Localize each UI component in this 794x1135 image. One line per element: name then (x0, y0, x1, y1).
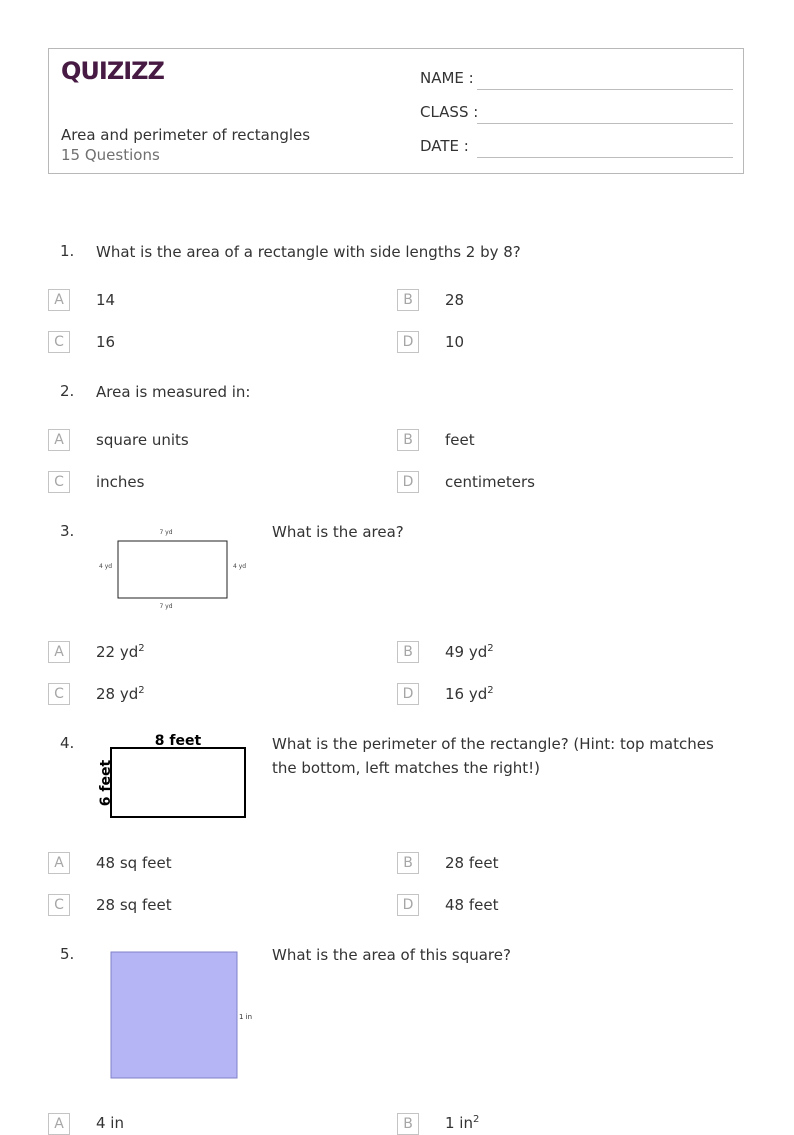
question-number: 1. (60, 242, 75, 260)
name-line[interactable] (477, 89, 733, 90)
question-text: What is the area? (272, 523, 404, 541)
square-shape (111, 952, 237, 1078)
option-text: inches (96, 473, 145, 491)
option-letter-c[interactable]: C (48, 471, 70, 493)
option-text: 28 sq feet (96, 896, 172, 914)
worksheet-title: Area and perimeter of rectangles (61, 126, 311, 144)
option-letter-d[interactable]: D (397, 683, 419, 705)
right-side-label: 4 yd (233, 563, 247, 570)
left-side-label: 6 feet (98, 759, 114, 807)
option-text: 22 $yd^2$ (96, 643, 145, 661)
rectangle-shape (111, 748, 245, 817)
right-side-label: 1 in (239, 1013, 253, 1021)
option-text: 16 $yd^2$ (445, 685, 494, 703)
question-number: 2. (60, 382, 75, 400)
option-letter-a[interactable]: A (48, 289, 70, 311)
question-text: What is the area of a rectangle with side lengths 2 by 8? (96, 243, 521, 261)
option-text: square units (96, 431, 189, 449)
question-text: What is the perimeter of the rectangle? (Hint: top matches the bottom, left matches the right!) (272, 735, 714, 777)
option-text: 16 (96, 333, 116, 351)
top-side-label: 8 feet (154, 733, 202, 749)
rectangle-shape (118, 541, 227, 598)
option-text: 28 feet (445, 854, 499, 872)
option-text: 28 $yd^2$ (96, 685, 145, 703)
option-letter-d[interactable]: D (397, 471, 419, 493)
option-text: 28 (445, 291, 465, 309)
option-text: 49 $yd^2$ (445, 643, 494, 661)
rectangle-figure (96, 526, 256, 612)
bottom-side-label: 7 yd (159, 603, 173, 610)
option-letter-b[interactable]: B (397, 289, 419, 311)
option-letter-b[interactable]: B (397, 852, 419, 874)
option-letter-c[interactable]: C (48, 894, 70, 916)
left-side-label: 4 yd (99, 563, 113, 570)
option-letter-a[interactable]: A (48, 429, 70, 451)
option-letter-b[interactable]: B (397, 429, 419, 451)
option-letter-c[interactable]: C (48, 331, 70, 353)
option-text: centimeters (445, 473, 535, 491)
option-text: 10 (445, 333, 465, 351)
class-line[interactable] (477, 123, 733, 124)
date-label: DATE : (420, 137, 469, 155)
question-text: What is the area of this square? (272, 946, 511, 964)
option-letter-d[interactable]: D (397, 894, 419, 916)
question-number: 4. (60, 734, 75, 752)
top-side-label: 7 yd (159, 529, 173, 536)
option-text: 1 $in^2$ (445, 1114, 480, 1132)
option-letter-a[interactable]: A (48, 852, 70, 874)
option-text: 48 feet (445, 896, 499, 914)
option-letter-a[interactable]: A (48, 1113, 70, 1135)
option-text: 48 sq feet (96, 854, 172, 872)
square-figure (96, 946, 258, 1086)
option-text: 4 in (96, 1114, 124, 1132)
class-label: CLASS : (420, 103, 479, 121)
name-label: NAME : (420, 69, 474, 87)
question-number: 3. (60, 522, 75, 540)
option-letter-c[interactable]: C (48, 683, 70, 705)
option-letter-b[interactable]: B (397, 1113, 419, 1135)
worksheet-header (48, 48, 744, 174)
option-text: feet (445, 431, 475, 449)
quizizz-logo: QUIZIZZ (61, 57, 164, 85)
option-letter-a[interactable]: A (48, 641, 70, 663)
option-text: 14 (96, 291, 116, 309)
option-letter-d[interactable]: D (397, 331, 419, 353)
question-text: Area is measured in: (96, 383, 251, 401)
option-letter-b[interactable]: B (397, 641, 419, 663)
rectangle-figure (96, 730, 252, 824)
date-line[interactable] (477, 157, 733, 158)
question-count: 15 Questions (61, 146, 160, 164)
question-number: 5. (60, 945, 75, 963)
